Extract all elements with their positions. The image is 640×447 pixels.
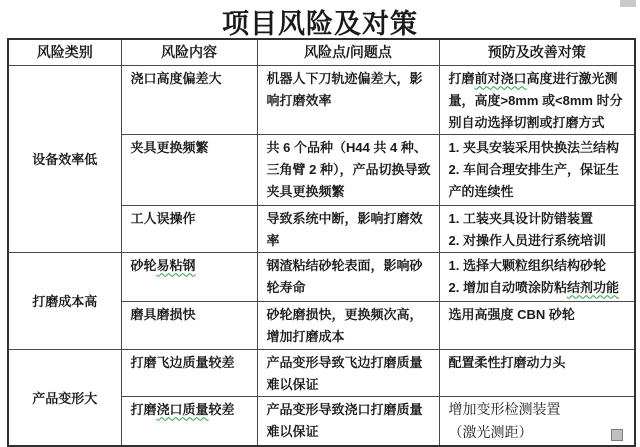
table-row xyxy=(8,349,635,396)
risk-content-cell xyxy=(121,205,257,252)
text-segment: 产品变形导致飞边打磨质量难以保证 xyxy=(266,354,423,392)
countermeasure-cell xyxy=(439,396,635,446)
column-header-risk-point: 风险点/问题点 xyxy=(257,39,439,65)
document-title: 项目风险及对策 xyxy=(222,9,418,39)
risk-category-cell: 设备效率低 xyxy=(8,65,121,252)
countermeasure-cell xyxy=(439,349,635,396)
risk-table xyxy=(7,38,636,447)
risk-content-cell xyxy=(121,396,257,446)
cell-text xyxy=(267,255,435,299)
text-segment: 机器人下刀轨迹偏差大，影响打磨效率 xyxy=(266,70,423,108)
header-row xyxy=(8,39,635,65)
cell-text xyxy=(267,137,435,203)
scrollbar-artifact xyxy=(620,0,636,7)
cell-text xyxy=(449,159,631,203)
spellcheck-squiggle: 前对浇口 xyxy=(474,70,527,86)
text-segment: 2. 车间合理安排生产，保证生产的连续性 xyxy=(448,161,619,199)
cell-text xyxy=(449,277,631,299)
cell-text xyxy=(131,304,253,326)
text-segment: 2. 增加自动喷涂防粘 xyxy=(448,279,567,295)
text-segment: 1. 工装夹具设计防错装置 xyxy=(448,210,593,226)
cell-text xyxy=(131,137,253,159)
text-segment: 夹具更换频繁 xyxy=(130,139,209,155)
risk-point-cell xyxy=(257,396,439,446)
spellcheck-squiggle: 易粘钢 xyxy=(156,257,196,273)
text-segment: 2. 对操作人员进行系统培训 xyxy=(448,232,606,248)
text-segment: 增加变形检测装置 xyxy=(448,402,561,418)
risk-content-cell xyxy=(121,301,257,349)
risk-point-cell xyxy=(257,205,439,252)
countermeasure-cell xyxy=(439,65,635,134)
text-segment: 配置柔性打磨动力头 xyxy=(448,354,566,370)
cell-text xyxy=(267,68,435,112)
text-segment: 砂轮 xyxy=(130,257,157,273)
column-header-countermeasure: 预防及改善对策 xyxy=(439,39,635,65)
cell-text xyxy=(267,352,435,396)
text-segment: 打磨飞边质量较差 xyxy=(130,354,235,370)
risk-point-cell xyxy=(257,65,439,134)
countermeasure-cell xyxy=(439,252,635,301)
text-segment: 钢渣粘结砂轮表面，影响砂轮寿命 xyxy=(266,257,423,295)
risk-category-cell: 产品变形大 xyxy=(8,349,121,446)
column-header-risk-content: 风险内容 xyxy=(121,39,257,65)
cell-text xyxy=(131,68,253,90)
risk-point-cell xyxy=(257,134,439,205)
table-resize-handle[interactable] xyxy=(611,429,623,441)
cell-text xyxy=(267,304,435,348)
column-header-risk-category: 风险类别 xyxy=(8,39,121,65)
text-segment: （激光测距） xyxy=(448,425,533,441)
text-segment: 1. 选择大颗粒组织结构砂轮 xyxy=(448,257,606,273)
risk-content-cell xyxy=(121,252,257,301)
cell-text xyxy=(449,352,631,374)
cell-text xyxy=(449,422,631,445)
risk-content-cell xyxy=(121,349,257,396)
text-segment: 导致系统中断，影响打磨效率 xyxy=(266,210,423,248)
risk-category-cell: 打磨成本高 xyxy=(8,252,121,349)
text-segment: 工人误操作 xyxy=(130,210,196,226)
cell-text xyxy=(267,208,435,252)
cell-text xyxy=(449,399,631,422)
text-segment: 较差 xyxy=(208,401,235,417)
cell-text xyxy=(449,230,631,252)
cell-text xyxy=(267,399,435,443)
table-row xyxy=(8,65,635,134)
table-row xyxy=(8,252,635,301)
countermeasure-cell xyxy=(439,205,635,252)
cell-text xyxy=(449,255,631,277)
cell-text xyxy=(131,255,253,277)
cell-text xyxy=(449,68,631,134)
cell-text xyxy=(449,304,631,326)
text-segment: 砂轮磨损快，更换频次高，增加打磨成本 xyxy=(266,306,423,344)
spellcheck-squiggle: 结剂功能 xyxy=(566,279,619,295)
text-segment: 产品变形导致浇口打磨质量难以保证 xyxy=(266,401,423,439)
text-segment: 高度进行激光测量，高度>8mm 或<8mm 时分别自动选择切割或打磨方式 xyxy=(448,70,623,130)
text-segment: 打磨 xyxy=(130,401,157,417)
cell-text xyxy=(449,208,631,230)
risk-point-cell xyxy=(257,349,439,396)
text-segment: 浇口高度偏差大 xyxy=(130,70,222,86)
countermeasure-cell xyxy=(439,301,635,349)
text-segment: 磨具磨损快 xyxy=(130,306,196,322)
cell-text xyxy=(131,399,253,421)
cell-text xyxy=(449,137,631,159)
text-segment: 打磨 xyxy=(448,70,475,86)
cell-text xyxy=(131,208,253,230)
risk-point-cell xyxy=(257,252,439,301)
risk-point-cell xyxy=(257,301,439,349)
countermeasure-cell xyxy=(439,134,635,205)
text-segment: 选用高强度 CBN 砂轮 xyxy=(448,306,575,322)
risk-content-cell xyxy=(121,65,257,134)
text-segment: 共 6 个品种（H44 共 4 种、三角臂 2 种），产品切换导致夹具更换频繁 xyxy=(266,139,431,199)
cell-text xyxy=(131,352,253,374)
risk-content-cell xyxy=(121,134,257,205)
text-segment: 1. 夹具安装采用快换法兰结构 xyxy=(448,139,619,155)
spellcheck-squiggle: 浇口质量 xyxy=(156,401,209,417)
